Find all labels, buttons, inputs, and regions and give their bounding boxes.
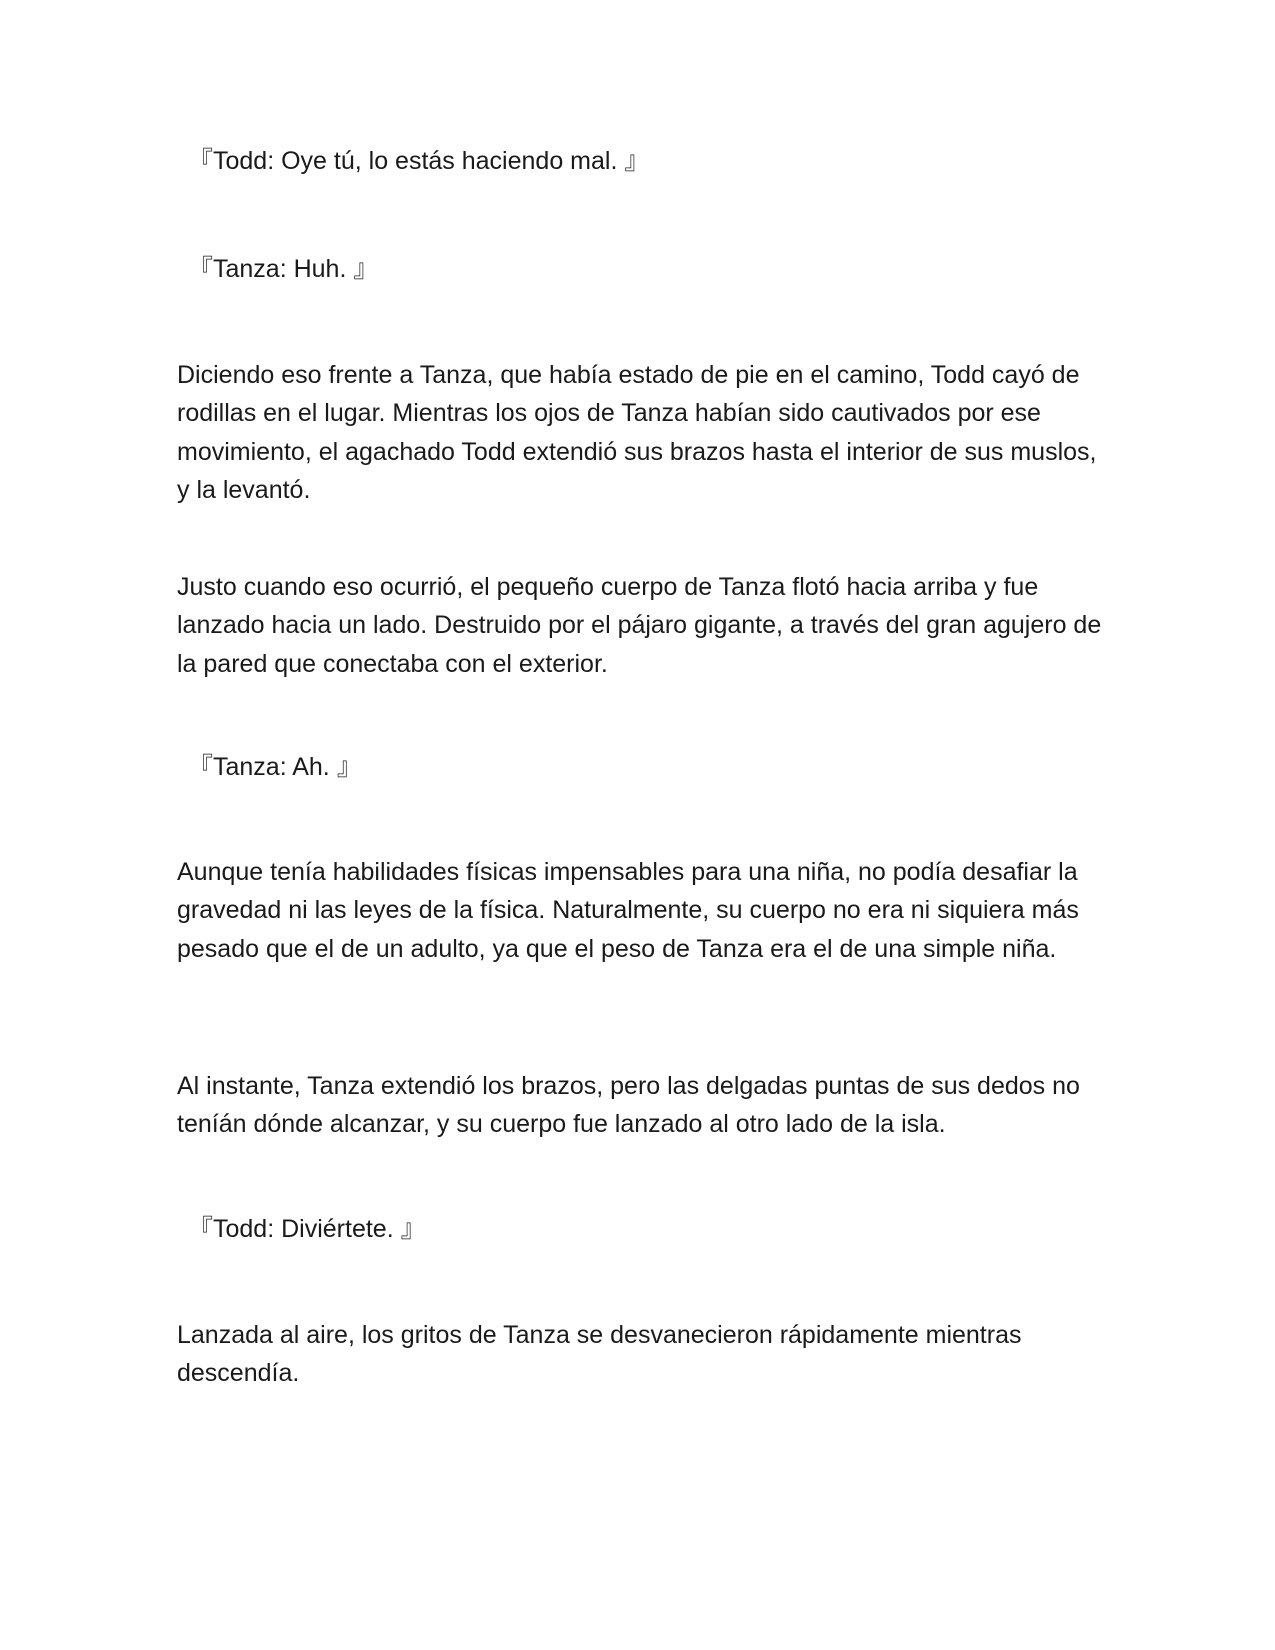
dialogue-line: 『Todd: Oye tú, lo estás haciendo mal. 』 <box>188 147 650 175</box>
dialogue-line: 『Tanza: Huh. 』 <box>188 255 379 283</box>
narration-paragraph: Aunque tenía habilidades físicas impensables para una niña, no podía desafiar la gravedad ni las leyes de la física. Naturalmente, su cuerpo no era ni siquiera más pesado que el de un adulto, ya que el peso de Tanza era el de una simple niña. <box>177 858 1079 963</box>
narration-paragraph: Diciendo eso frente a Tanza, que había estado de pie en el camino, Todd cayó de rodillas en el lugar. Mientras los ojos de Tanza habían sido cautivados por ese movimiento, el agachado Todd extendió sus brazos hasta el interior de sus muslos, y la levantó. <box>177 361 1097 505</box>
narration-paragraph: Al instante, Tanza extendió los brazos, pero las delgadas puntas de sus dedos no teníán dónde alcanzar, y su cuerpo fue lanzado al otro lado de la isla. <box>177 1072 1080 1139</box>
dialogue-line: 『Tanza: Ah. 』 <box>188 753 362 781</box>
narration-paragraph: Justo cuando eso ocurrió, el pequeño cuerpo de Tanza flotó hacia arriba y fue lanzado hacia un lado. Destruido por el pájaro gigante, a través del gran agujero de la pared que conectaba con el exterior. <box>177 573 1102 678</box>
dialogue-line: 『Todd: Diviértete. 』 <box>188 1215 426 1243</box>
narration-paragraph: Lanzada al aire, los gritos de Tanza se desvanecieron rápidamente mientras descendía. <box>177 1321 1022 1388</box>
